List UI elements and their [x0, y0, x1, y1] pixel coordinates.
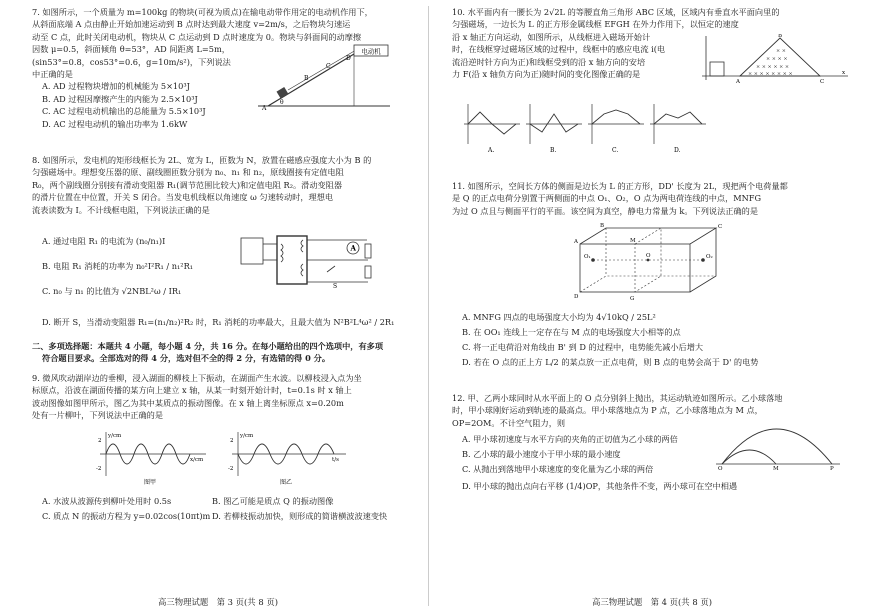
q9-options [42, 494, 404, 524]
graph-c-label: C. [612, 147, 619, 154]
question-11 [452, 180, 852, 217]
page-divider [428, 6, 429, 606]
point-o-label: O [718, 466, 723, 470]
question-9 [32, 372, 404, 422]
q7-option-a: A. AD 过程物块增加的机械能为 5×10³J [42, 81, 190, 92]
q12-option-b: B. 乙小球的最小速度小于甲小球的最小速度 [462, 449, 621, 459]
q9-graphs [96, 430, 356, 486]
q7-option-c: C. AC 过程电动机输出的总能量为 5.5×10³J [42, 106, 206, 117]
q7-option-d: D. AC 过程电动机的输出功率为 1.6kW [42, 118, 188, 129]
ammeter-label: A [350, 243, 356, 253]
page-3-footer: 高三物理试题 第 3 页(共 8 页) [158, 596, 278, 607]
graph2-caption: 图乙 [280, 479, 293, 486]
q9-line: 波动图像如图甲所示，图乙为其中某质点的振动图像。在 x 轴上离坐标原点 x=0.20m [32, 397, 344, 408]
switch-s [327, 266, 335, 272]
svg-text:O₁: O₁ [584, 254, 591, 260]
page-4-footer: 高三物理试题 第 4 页(共 8 页) [592, 596, 712, 607]
square-frame [710, 62, 724, 76]
q8-line: 的滑片位置在中位置，开关 S 闭合。当发电机线框以角速度 ω 匀速转动时，理想电 [32, 192, 334, 203]
graph-b [526, 104, 582, 154]
q9-options-row-1 [42, 494, 404, 509]
midpoint-o [647, 259, 650, 262]
q9-option-c: C. 质点 N 的振动方程为 y=0.02cos(10πt)m [42, 511, 211, 521]
vertex-b-label: B [778, 34, 783, 39]
section-2-header [32, 340, 412, 365]
q9-options-row-2 [42, 509, 404, 524]
q7-line: 因数 μ=0.5，斜面倾角 θ=53°，AD 间距离 L=5m， [32, 44, 230, 55]
svg-text:M: M [630, 238, 636, 244]
svg-text:× ×: × × [776, 48, 786, 54]
q9-line: 9. 微风吹动湖岸边的垂柳，浸入湖面的柳枝上下振动，在湖面产生水波。以柳枝浸入点为坐 [32, 373, 362, 383]
q11-option-a: A. MNFG 四点的电场强度大小均为 4√10kQ / 25L² [462, 312, 656, 322]
graph2-ylabel: y/cm [240, 433, 254, 439]
triangle-field-figure [700, 34, 850, 84]
svg-text:D: D [574, 294, 579, 300]
incline-figure [254, 44, 394, 112]
q9-option-b: B. 图乙可能是质点 Q 的振动图像 [212, 496, 334, 506]
q10-line: 时，在线框穿过磁场区域的过程中，线框中的感应电流 i(电 [452, 44, 666, 55]
q7-option-b: B. AD 过程因摩擦产生的内能为 2.5×10³J [42, 93, 198, 104]
graph-d [650, 104, 706, 154]
q7-line: 从斜面底端 A 点由静止开始加速运动到 B 点时达到最大速度 v=2m/s，之后物块匀速运 [32, 19, 351, 30]
q8-line: R₀，两个副线圈分别接有滑动变阻器 R₁(调节范围比较大)和定值电阻 R₂。滑动变阻器 [32, 179, 343, 190]
svg-text:O: O [646, 253, 651, 259]
cuboid-figure [570, 222, 730, 302]
q12-option-d: D. 甲小球的抛出点向右平移 (1/4)OP，其他条件不变，两小球可在空中相遇 [462, 481, 738, 491]
page-4 [452, 0, 852, 614]
q9-option-a: A. 水波从波源传到柳叶处用时 0.5s [42, 496, 172, 506]
q11-option-d: D. 若在 O 点的正上方 L/2 的某点放一正点电荷，则 B 点的电势会高于 D' 的电势 [462, 357, 759, 367]
page-3 [32, 0, 404, 614]
q8-line: 匀强磁场中。理想变压器的原、副线圈匝数分别为 n₀、n₁ 和 n₂，原线圈接有定值电阻 [32, 167, 344, 178]
svg-text:C: C [718, 224, 723, 230]
q10-line: 10. 水平面内有一腰长为 2√2L 的等腰直角三角形 ABC 区域，区域内有垂直水平面向里的 [452, 7, 780, 17]
graph-b-label: B. [550, 147, 557, 154]
q11-option-b: B. 在 OO₁ 连线上一定存在与 M 点的电场强度大小相等的点 [462, 327, 681, 337]
transformer-core [277, 236, 307, 284]
graph2-ymax: 2 [230, 438, 234, 444]
q7-line: 7. 如图所示，一个质量为 m=100kg 的物块(可视为质点)在输电动带作用定的电动机作用下， [32, 7, 373, 17]
generator-frame [241, 238, 263, 264]
q9-line: 标原点，沿波在湖面传播的某方向上建立 x 轴，从某一时刻开始计时，t=0.1s 时 x 轴上 [32, 385, 352, 396]
graph1-ymax: 2 [98, 438, 102, 444]
q11-options [462, 310, 852, 370]
q8-line: 流表读数为 I。不计线框电阻，下列说法正确的是 [32, 204, 210, 215]
x-axis-label: x [842, 70, 846, 76]
graph1-caption: 图甲 [144, 479, 157, 486]
graph1-ylabel: y/cm [108, 433, 122, 439]
q7-line: 动至 C 点，此时关闭电动机，物块从 C 点运动到 D 点时速度为 0。物块与斜面间的动摩擦 [32, 31, 362, 42]
q7-line: 中正确的是 [32, 69, 73, 80]
graph-a [464, 104, 520, 154]
point-d-label: D [346, 55, 351, 62]
graph2-ymin: -2 [228, 466, 234, 472]
point-a-label: A [262, 105, 267, 112]
q9-line: 处有一片柳叶，下列说法中正确的是 [32, 410, 164, 421]
motor-label: 电动机 [361, 47, 381, 56]
svg-text:× × × ×: × × × × [766, 56, 788, 62]
svg-text:G: G [630, 296, 635, 302]
q10-line: 流沿逆时针方向为正)和线框受到的沿 x 轴方向的安培 [452, 56, 646, 67]
q12-line: 12. 甲、乙两小球同时从水平面上的 O 点分别斜上抛出，其运动轨迹如图所示。乙小球落地 [452, 393, 783, 403]
svg-text:× × × × × ×: × × × × × × [756, 64, 790, 70]
q8-option-c: C. n₀ 与 n₁ 的比值为 √2NBL²ω / IR₁ [42, 286, 182, 296]
graph-c [588, 104, 644, 154]
q8-option-a: A. 通过电阻 R₁ 的电流为 (n₀/n₁)I [42, 236, 166, 246]
q10-line: 沿 x 轴正方向运动，如图所示，从线框进入磁场开始计 [452, 31, 651, 42]
q10-line: 力 F(沿 x 轴负方向为正)随时间的变化图像正确的是 [452, 69, 641, 80]
charge-o2 [701, 258, 705, 262]
q8-options [42, 234, 242, 309]
point-p-label: P [830, 466, 834, 470]
graph2-xlabel: t/s [332, 457, 339, 463]
point-m-label: M [773, 466, 779, 470]
section-2-line: 二、多项选择题：本题共 4 小题，每小题 4 分，共 16 分。在每小题给出的四个选项中，有多项 [32, 341, 384, 351]
q10-answer-graphs [462, 100, 712, 154]
graph-d-label: D. [674, 147, 681, 154]
vertex-c-label: C [820, 79, 825, 84]
q8-option-d: D. 断开 S，当滑动变阻器 R₁=(n₁/n₂)²R₂ 时，R₁ 消耗的功率最大，且最大值为 N²B²L⁴ω² / 2R₁ [42, 317, 395, 327]
q8-option-b: B. 电阻 R₁ 消耗的功率为 n₀²I²R₁ / n₁²R₁ [42, 261, 194, 271]
q12-line: 时，甲小球刚好运动到轨迹的最高点。甲小球落地点为 P 点，乙小球落地点为 M 点， [452, 405, 763, 416]
resistor-r2 [365, 266, 371, 278]
graph1-xlabel: x/cm [190, 457, 204, 463]
q9-option-d: D. 若柳枝振动加快，则形成的简谐横波波速变快 [212, 511, 388, 521]
q11-line: 是 Q 的正点电荷分别置于两侧面的中点 O₁、O₂，O 点为两电荷连线的中点，MNFG [452, 193, 762, 204]
q12-line: OP=2OM。不计空气阻力，则 [452, 417, 566, 428]
q11-line: 为过 O 点且与侧面平行的平面。该空间为真空，静电力常量为 k。下列说法正确的是 [452, 205, 759, 216]
svg-text:O₂: O₂ [706, 254, 713, 260]
q12-option-c: C. 从抛出到落地甲小球速度的变化量为乙小球的两倍 [462, 464, 654, 474]
resistor-r1 [365, 244, 371, 258]
transformer-circuit [237, 230, 387, 292]
charge-o1 [591, 258, 595, 262]
svg-text:B: B [600, 223, 605, 229]
point-b-label: B [304, 75, 309, 82]
q11-option-c: C. 将一正电荷沿对角线由 B' 到 D 的过程中，电势能先减小后增大 [462, 342, 704, 352]
svg-text:× × × × × × × ×: × × × × × × × × [748, 71, 793, 77]
svg-text:A: A [574, 239, 578, 245]
switch-label: S [333, 283, 338, 290]
q10-line: 匀强磁场，一边长为 L 的正方形金属线框 EFGH 在外力作用下，以恒定的速度 [452, 19, 739, 30]
q12-options [462, 432, 852, 494]
section-2-line: 符合题目要求。全部选对的得 4 分，选对但不全的得 2 分，有选错的得 0 分。 [42, 353, 331, 364]
q7-line: (sin53°=0.8，cos53°=0.6，g=10m/s²)，下列说法 [32, 56, 231, 67]
angle-label: θ [280, 99, 284, 106]
q11-line: 11. 如图所示，空间长方体的侧面是边长为 L 的正方形，DD' 长度为 2L，现把两个电荷量都 [452, 181, 788, 191]
graph1-ymin: -2 [96, 466, 102, 472]
q12-option-a: A. 甲小球初速度与水平方向的夹角的正切值为乙小球的两倍 [462, 434, 678, 444]
block [277, 87, 289, 98]
graph-a-label: A. [488, 147, 495, 154]
q8-line: 8. 如图所示，发电机的矩形线框长为 2L、宽为 L，匝数为 N，放置在磁感应强度大小为 B 的 [32, 155, 372, 165]
vertex-a-label: A [736, 79, 740, 84]
question-8 [32, 154, 404, 216]
point-c-label: C [326, 63, 331, 70]
